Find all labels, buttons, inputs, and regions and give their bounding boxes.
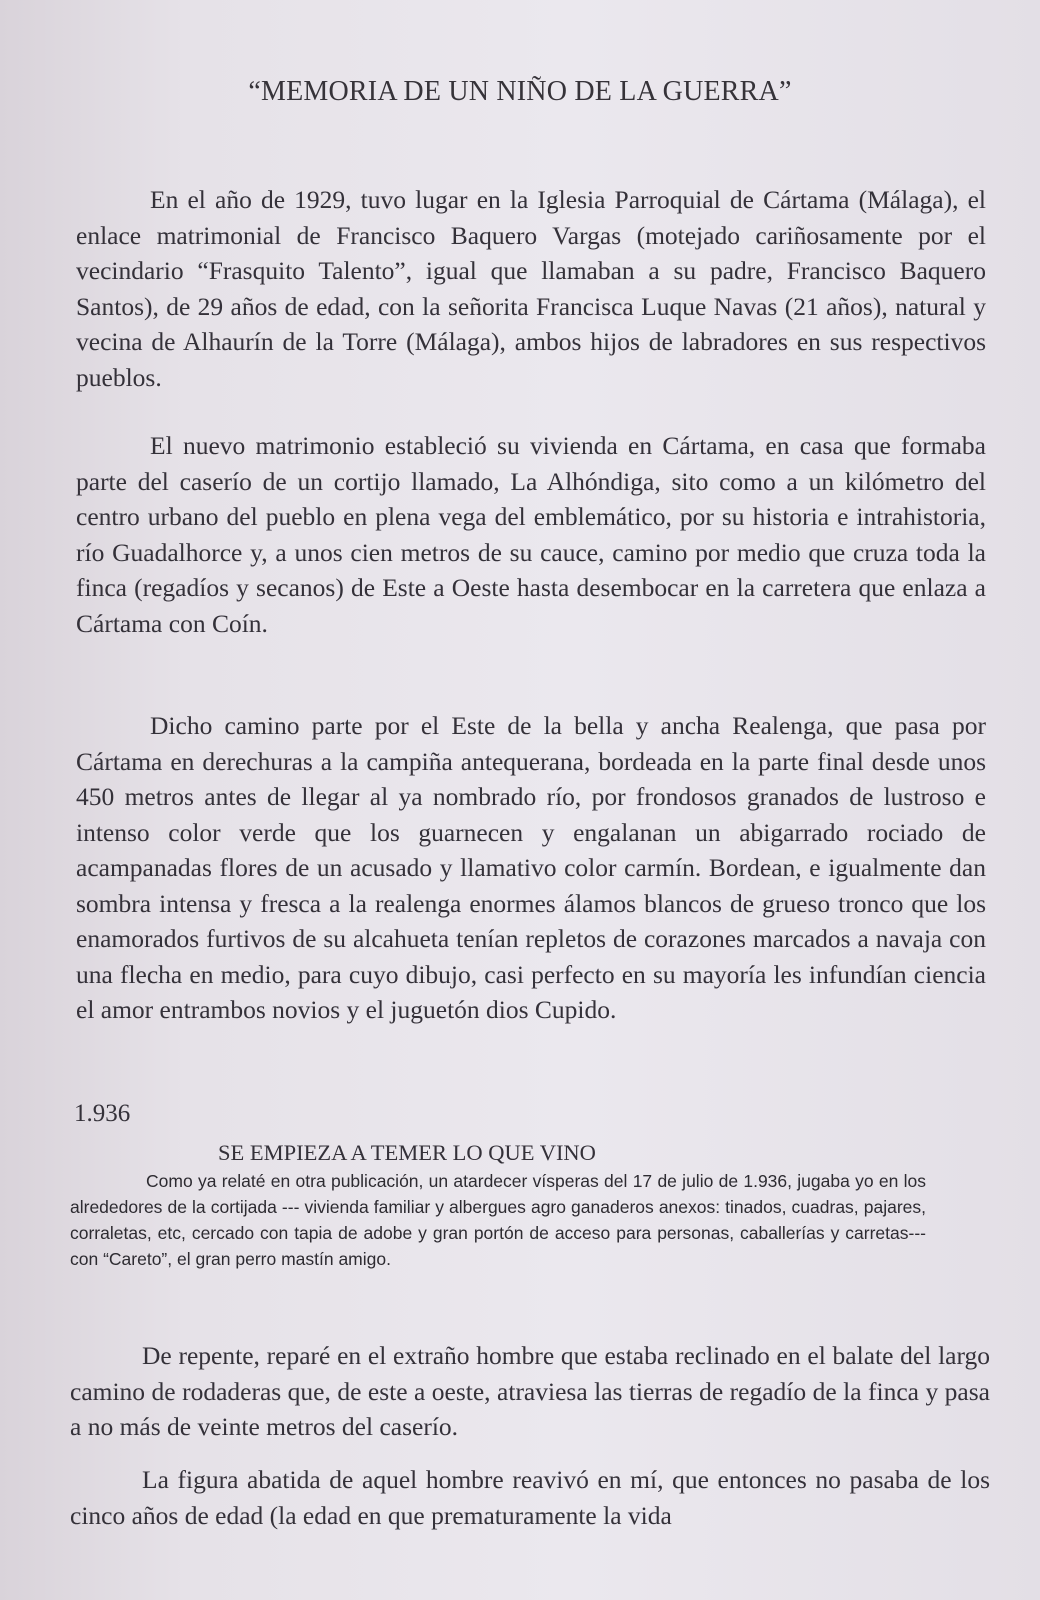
paragraph-strange-man: De repente, reparé en el extraño hombre que estaba reclinado en el balate del largo camino de rodaderas que, de este a oeste, atraviesa las tierras de regadío de la finca y pasa a no más de veinte metros del caserío. bbox=[70, 1341, 990, 1441]
document-title: “MEMORIA DE UN NIÑO DE LA GUERRA” bbox=[248, 76, 792, 107]
paragraph-new-home: El nuevo matrimonio estableció su vivienda en Cártama, en casa que formaba parte del caserío de un cortijo llamado, La Alhóndiga, sito como a un kilómetro del centro urbano del pueblo en plena vega del emblemático, por su historia e intrahistoria, río Guadalhorce y, a unos cien metros de su cauce, camino por medio que cruza toda la finca (regadíos y secanos) de Este a Oeste hasta desembocar en la carretera que enlaza a Cártama con Coín. bbox=[76, 431, 986, 638]
section-paragraph: Como ya relaté en otra publicación, un atardecer vísperas del 17 de julio de 1.936, jugaba yo en los alrededores de la cortijada --- vivienda familiar y albergues agro ganaderos anexos: tinados, cuadras, pajares, corraletas, etc, cercado con tapia de adobe y gran portón de acceso para personas, caballerías y carretas--- con “Careto”, el gran perro mastín amigo. bbox=[70, 1171, 926, 1269]
paragraph-dejected-figure: La figura abatida de aquel hombre reavivó en mí, que entonces no pasaba de los cinco años de edad (la edad en que prematuramente la vida bbox=[70, 1465, 990, 1530]
paragraph-realenga-road: Dicho camino parte por el Este de la bella y ancha Realenga, que pasa por Cártama en derechuras a la campiña antequerana, bordeada en la parte final desde unos 450 metros antes de llegar al ya nombrado río, por frondosos granados de lustroso e intenso color verde que los guarnecen y engalanan un abigarrado rociado de acampanadas flores de un acusado y llamativo color carmín. Bordean, e igualmente dan sombra intensa y fresca a la realenga enormes álamos blancos de grueso tronco que los enamorados furtivos de su alcahueta tenían repletos de corazones marcados a navaja con una flecha en medio, para cuyo dibujo, casi perfecto en su mayoría les infundían ciencia el amor entrambos novios y el juguetón dios Cupido. bbox=[76, 711, 986, 1024]
paragraph-wedding-1929: En el año de 1929, tuvo lugar en la Iglesia Parroquial de Cártama (Málaga), el enlace matrimonial de Francisco Baquero Vargas (motejado cariñosamente por el vecindario “Frasquito Talento”, igual que llamaban a su padre, Francisco Baquero Santos), de 29 años de edad, con la señorita Francisca Luque Navas (21 años), natural y vecina de Alhaurín de la Torre (Málaga), ambos hijos de labradores en sus respectivos pueblos. bbox=[76, 185, 986, 392]
year-label: 1.936 bbox=[74, 1100, 131, 1127]
section-heading: SE EMPIEZA A TEMER LO QUE VINO bbox=[218, 1140, 596, 1165]
